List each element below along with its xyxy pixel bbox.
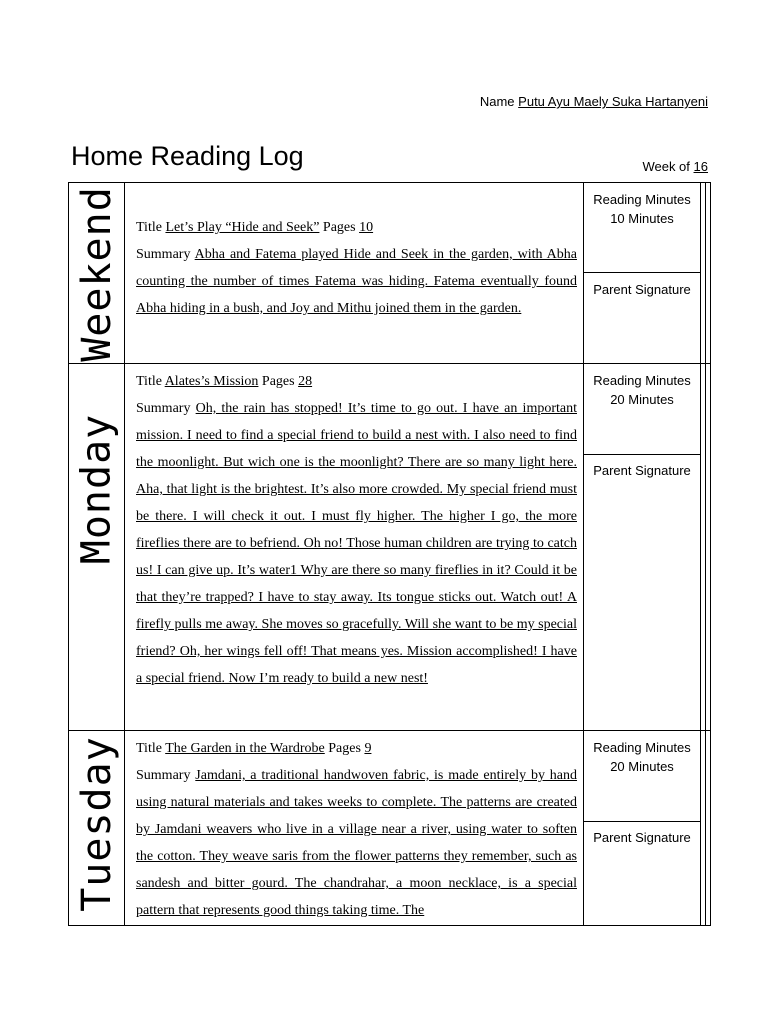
- parent-signature-label: Parent Signature: [593, 830, 691, 845]
- week-line: [642, 159, 708, 174]
- summary-label: Summary: [136, 247, 191, 262]
- day-label-cell: [69, 364, 124, 614]
- name-value: Putu Ayu Maely Suka Hartanyeni: [518, 94, 708, 109]
- day-label: Tuesday: [73, 735, 120, 912]
- book-title: The Garden in the Wardrobe: [165, 741, 325, 756]
- week-label: Week of: [642, 159, 690, 174]
- page-title: Home Reading Log: [71, 141, 304, 171]
- log-row-monday: [69, 364, 710, 731]
- column-divider: [583, 183, 584, 925]
- day-label-cell: [69, 731, 124, 916]
- day-label: Weekend: [73, 185, 120, 362]
- week-value: 16: [693, 159, 708, 174]
- log-row-weekend: [69, 183, 710, 364]
- name-label: Name: [479, 94, 515, 109]
- summary-text: Jamdani, a traditional handwoven fabric, is made entirely by hand using natural materials and takes weeks to complete. The patterns are created by Jamdani weavers who live in a village near a river, using water to soften the cotton. They weave saris from the flower patterns they remember, such as sandesh and bitter gourd. The chandrahar, a moon necklace, is a special pattern that represents good things taking time. The: [136, 768, 578, 918]
- book-title: Alates’s Mission: [164, 374, 259, 389]
- parent-signature-cell: [584, 280, 700, 299]
- column-divider: [705, 183, 706, 925]
- summary-text: Oh, the rain has stopped! It’s time to go out. I have an important mission. I need to find a special friend to build a nest with. I also need to find the moonlight. But wich one is the moonlight? There are so many light here. Aha, that light is the brightest. It’s also more crowded. My special friend must be there. I will check it out. I must fly higher. The higher I go, the more fireflies there are to befriend. Oh no! Those human children are trying to catch us! I can give up. It’s water1 Why are there so many fireflies in it? Could it be that they’re trapped? I have to stay away. Its tongue sticks out. Watch out! A firefly pulls me away. She moves so gracefully. Will she want to be my special friend? Oh, her wings fell off! That means yes. Mission accomplished! I have a special friend. Now I’m ready to build a new nest!: [136, 401, 577, 686]
- reading-minutes-label: Reading Minutes: [593, 373, 691, 388]
- reading-minutes-label: Reading Minutes: [593, 740, 691, 755]
- rows-container: [69, 183, 710, 925]
- parent-signature-label: Parent Signature: [593, 282, 691, 297]
- summary-text: Abha and Fatema played Hide and Seek in the garden, with Abha counting the number of times Fatema was hiding. Fatema eventually found Abha hiding in a bush, and Joy and Mithu joined them in the garden.: [136, 247, 577, 316]
- reading-minutes-label: Reading Minutes: [593, 192, 691, 207]
- column-divider: [124, 183, 125, 925]
- pages-value: 9: [364, 741, 372, 756]
- pages-value: 10: [359, 220, 374, 235]
- summary-label: Summary: [136, 401, 191, 416]
- right-divider: [584, 272, 700, 273]
- title-label: Title: [136, 374, 162, 389]
- pages-value: 28: [298, 374, 313, 389]
- day-label: Monday: [73, 413, 120, 565]
- day-label-cell: [69, 183, 124, 364]
- summary-label: Summary: [136, 768, 191, 783]
- book-title: Let’s Play “Hide and Seek”: [165, 220, 320, 235]
- right-divider: [584, 454, 700, 455]
- entry-content: [136, 214, 577, 322]
- reading-minutes-value: 20 Minutes: [610, 392, 674, 407]
- title-label: Title: [136, 741, 162, 756]
- log-row-tuesday: [69, 731, 710, 925]
- reading-minutes-cell: [584, 371, 700, 409]
- column-divider: [700, 183, 701, 925]
- reading-log-table: [68, 182, 711, 926]
- parent-signature-cell: [584, 461, 700, 480]
- pages-label: Pages: [261, 374, 295, 389]
- entry-content: [136, 368, 577, 692]
- parent-signature-cell: [584, 828, 700, 847]
- reading-minutes-cell: [584, 190, 700, 228]
- entry-content: [136, 735, 577, 924]
- reading-minutes-value: 20 Minutes: [610, 759, 674, 774]
- name-line: [480, 94, 708, 109]
- parent-signature-label: Parent Signature: [593, 463, 691, 478]
- right-divider: [584, 821, 700, 822]
- pages-label: Pages: [322, 220, 356, 235]
- pages-label: Pages: [328, 741, 361, 756]
- title-label: Title: [136, 220, 162, 235]
- reading-minutes-cell: [584, 738, 700, 776]
- reading-minutes-value: 10 Minutes: [610, 211, 674, 226]
